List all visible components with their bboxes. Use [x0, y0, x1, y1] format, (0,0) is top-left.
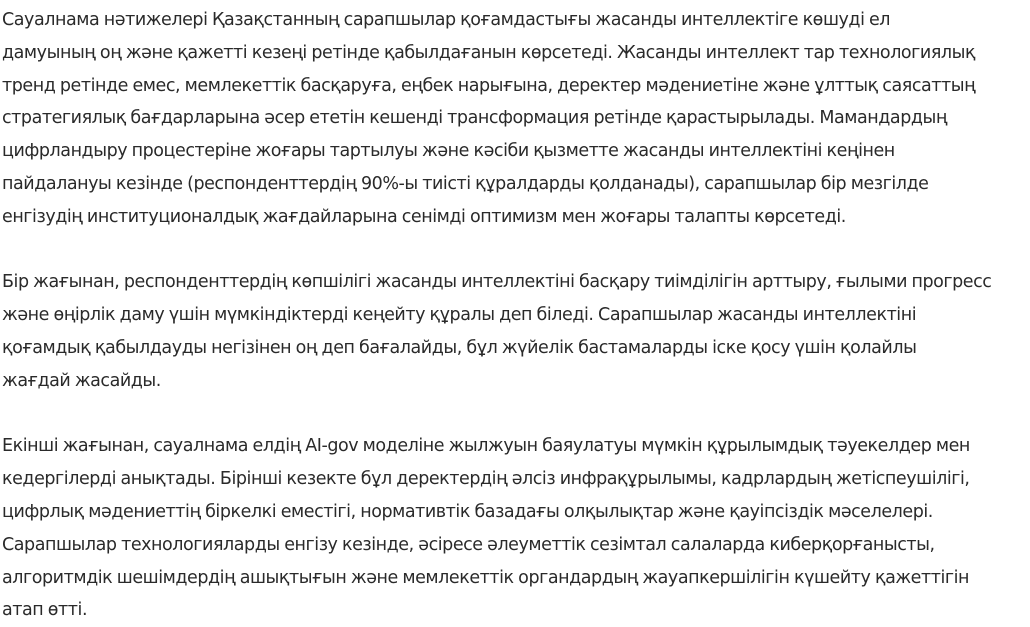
text-line: пайдалануы кезінде (респонденттердің 90%-ы тиісті құралдарды қолданады), сарапшылар бір мезгілде [2, 173, 929, 194]
text-line: дамуының оң және қажетті кезеңі ретінде қабылдағанын көрсетеді. Жасанды интеллект тар технологиялық [2, 42, 976, 63]
paragraph-2 [2, 266, 1026, 397]
text-line: жағдай жасайды. [2, 370, 161, 391]
paragraph-1 [2, 4, 1026, 234]
text-line: стратегиялық бағдарларына әсер ететін кешенді трансформация ретінде қарастырылады. Мамандардың [2, 108, 947, 129]
text-line: Сарапшылар технологияларды енгізу кезінде, әсіресе әлеуметтік сезімтал салаларда киберқорғанысты, [2, 534, 935, 555]
text-line: Бір жағынан, респонденттердің көпшілігі жасанды интеллектіні басқару тиімділігін арттыру, ғылыми прогресс [2, 272, 992, 293]
text-line: және өңірлік даму үшін мүмкіндіктерді кеңейту құралы деп біледі. Сарапшылар жасанды интеллектіні [2, 305, 917, 326]
paragraph-spacer [2, 398, 1026, 431]
text-line: цифрлық мәдениеттің біркелкі еместігі, нормативтік базадағы олқылықтар және қауіпсіздік мәселелері. [2, 501, 933, 522]
paragraph-3 [2, 430, 1026, 627]
document-body [2, 4, 1026, 627]
text-line: Сауалнама нәтижелері Қазақстанның сарапшылар қоғамдастығы жасанды интеллектіге көшуді ел [2, 10, 891, 30]
text-line: цифрландыру процестеріне жоғары тартылуы және кәсіби қызметте жасанды интеллектіні кеңінен [2, 141, 895, 162]
text-line: кедергілерді анықтады. Бірінші кезекте бұл деректердің әлсіз инфрақұрылымы, кадрлардың жетіспеушілігі, [2, 469, 970, 490]
text-line: қоғамдық қабылдауды негізінен оң деп бағалайды, бұл жүйелік бастамаларды іске қосу үшін қолайлы [2, 337, 917, 358]
text-line: тренд ретінде емес, мемлекеттік басқаруға, еңбек нарығына, деректер мәдениетіне және ұлттық саясаттың [2, 75, 976, 96]
text-line: алгоритмдік шешімдердің ашықтығын және мемлекеттік органдардың жауапкершілігін күшейту қажеттігін [2, 567, 970, 588]
text-line: атап өтті. [2, 600, 88, 621]
paragraph-spacer [2, 234, 1026, 267]
text-line: Екінші жағынан, сауалнама елдің AI-gov моделіне жылжуын баяулатуы мүмкін құрылымдық тәуекелдер мен [2, 436, 970, 457]
text-line: енгізудің институционалдық жағдайларына сенімді оптимизм мен жоғары талапты көрсетеді. [2, 206, 846, 227]
